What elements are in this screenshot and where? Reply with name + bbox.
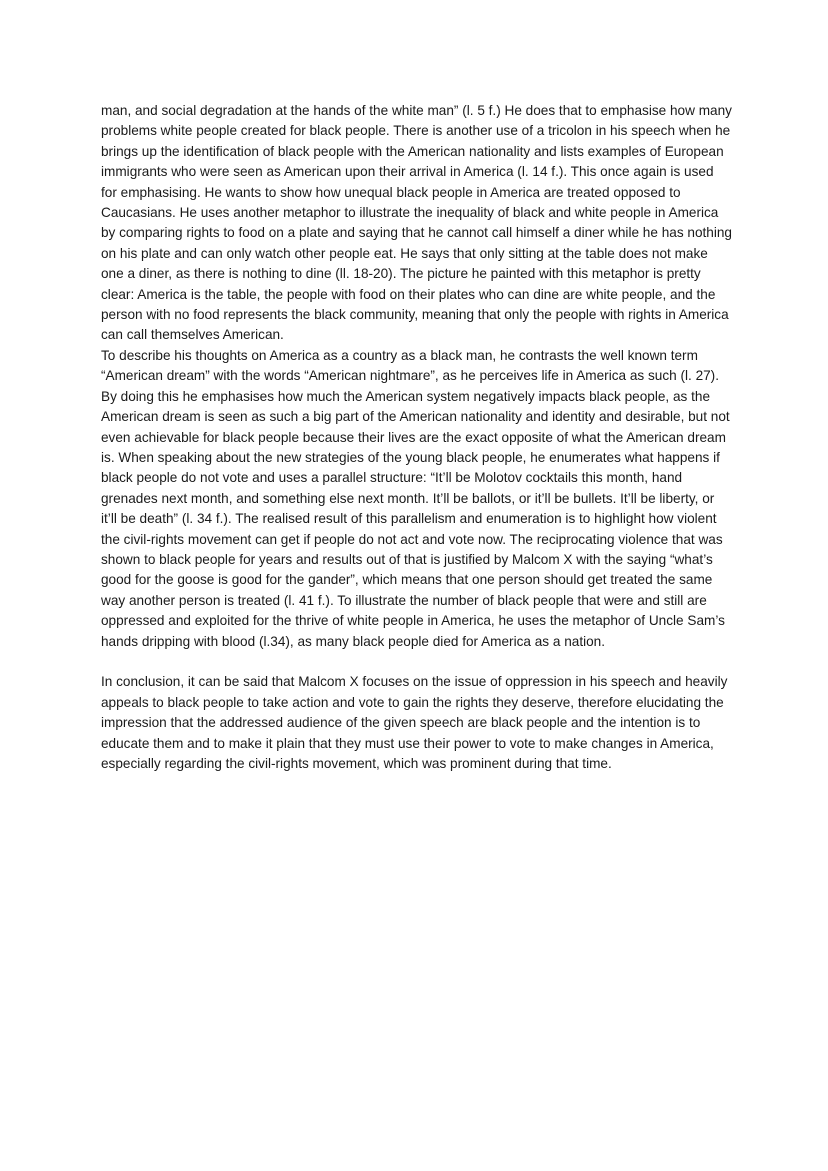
paragraph-conclusion: In conclusion, it can be said that Malcom X focuses on the issue of oppression in his speech and heavily appeals to black people to take action and vote to gain the rights they deserve, therefore elucidating the impression that the addressed audience of the given speech are black people and the intention is to educate them and to make it plain that they must use their power to vote to make changes in America, especially regarding the civil-rights movement, which was prominent during that time. — [101, 674, 728, 771]
document-body — [101, 101, 733, 774]
paragraph-american-dream: To describe his thoughts on America as a country as a black man, he contrasts the well known term “American dream” with the words “American nightmare”, as he perceives life in America as such (l. 27). By doing this he emphasises how much the American system negatively impacts black people, as the American dream is seen as such a big part of the American nationality and identity and desirable, but not even achievable for black people because their lives are the exact opposite of what the American dream is. When speaking about the new strategies of the young black people, he enumerates what happens if black people do not vote and uses a parallel structure: “It’ll be Molotov cocktails this month, hand grenades next month, and something else next month. It’ll be ballots, or it’ll be bullets. It’ll be liberty, or it’ll be death” (l. 34 f.). The realised result of this parallelism and enumeration is to highlight how violent the civil-rights movement can get if people do not act and vote now. The reciprocating violence that was shown to black people for years and results out of that is justified by Malcom X with the saying “what’s good for the goose is good for the gander”, which means that one person should get treated the same way another person is treated (l. 41 f.). To illustrate the number of black people that were and still are oppressed and exploited for the thrive of white people in America, he uses the metaphor of Uncle Sam’s hands dripping with blood (l.34), as many black people died for America as a nation. — [101, 347, 730, 649]
paragraph-analysis-continued: man, and social degradation at the hands of the white man” (l. 5 f.) He does that to emphasise how many problems white people created for black people. There is another use of a tricolon in his speech when he brings up the identification of black people with the American nationality and lists examples of European immigrants who were seen as American upon their arrival in America (l. 14 f.). This once again is used for emphasising. He wants to show how unequal black people in America are treated opposed to Caucasians. He uses another metaphor to illustrate the inequality of black and white people in America by comparing rights to food on a plate and saying that he cannot call himself a diner while he has nothing on his plate and can only watch other people eat. He says that only sitting at the table does not make one a diner, as there is nothing to dine (ll. 18-20). The picture he painted with this metaphor is pretty clear: America is the table, the people with food on their plates who can dine are white people, and the person with no food represents the black community, meaning that only the people with rights in America can call themselves American. — [101, 103, 732, 343]
